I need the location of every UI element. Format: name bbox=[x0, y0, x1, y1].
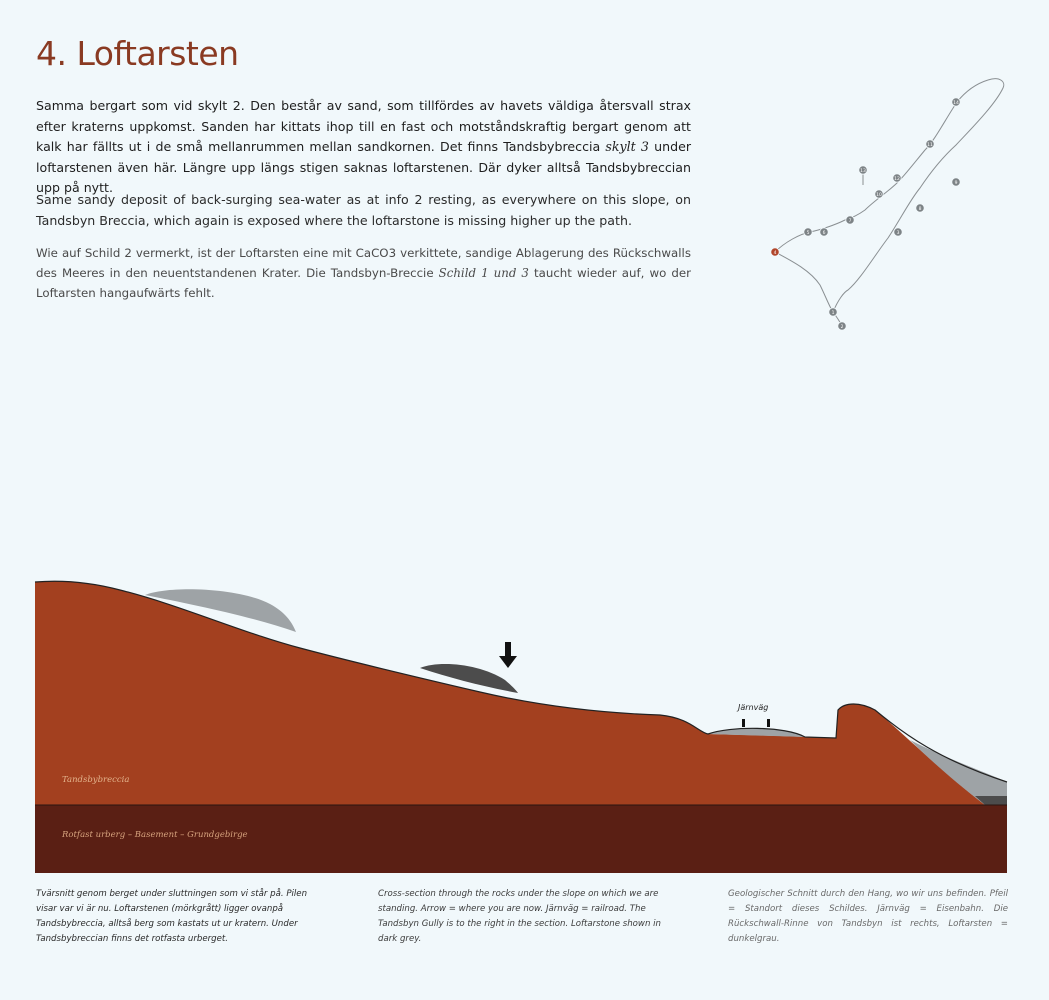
map-stop-7 bbox=[846, 216, 854, 224]
trail-map bbox=[760, 70, 1020, 370]
trail-path bbox=[775, 79, 1004, 326]
svg-text:14: 14 bbox=[953, 101, 959, 106]
svg-text:4: 4 bbox=[773, 251, 777, 256]
map-stop-12 bbox=[893, 174, 901, 182]
swedish-text-2: under loftarstenen även här. Längre upp längs stigen saknas loftarstenen. Där dyker alltså Tandsbybreccian upp på nytt. bbox=[36, 139, 691, 195]
basement-label: Rotfast urberg – Basement – Grundgebirge bbox=[62, 830, 248, 840]
map-stop-2 bbox=[838, 322, 846, 330]
svg-text:6: 6 bbox=[822, 231, 826, 236]
map-stop-10 bbox=[875, 190, 883, 198]
svg-text:7: 7 bbox=[848, 219, 852, 224]
you-are-here-arrow-icon bbox=[499, 642, 517, 668]
sign-title: 4. Loftarsten bbox=[36, 34, 239, 73]
breccia-layer bbox=[35, 581, 985, 805]
svg-text:1: 1 bbox=[831, 311, 835, 316]
swedish-paragraph bbox=[36, 96, 691, 199]
svg-text:8: 8 bbox=[918, 207, 922, 212]
svg-text:2: 2 bbox=[840, 325, 844, 330]
german-text-2: taucht wieder auf, wo der Loftarsten hangaufwärts fehlt. bbox=[36, 266, 691, 300]
breccia-label: Tandsbybreccia bbox=[62, 775, 130, 785]
map-stop-13 bbox=[859, 166, 867, 174]
railway-rails-icon bbox=[742, 719, 770, 727]
german-caption: Geologischer Schnitt durch den Hang, wo wir uns befinden. Pfeil = Standort dieses Schildes. Järnväg = Eisenbahn. Die Rückschwall-Rinne von Tandsbyn ist rechts, Loftarsten = dunkelgrau. bbox=[728, 889, 1008, 944]
map-stop-8 bbox=[916, 204, 924, 212]
map-stop-6 bbox=[820, 228, 828, 236]
railway-label: Järnväg bbox=[738, 703, 769, 712]
svg-text:3: 3 bbox=[896, 231, 900, 236]
german-text-1: Wie auf Schild 2 vermerkt, ist der Loftarsten eine mit CaCO3 verkittete, sandige Ablagerung des Rückschwalls des Meeres in den neuentstandenen Krater. Die Tandsbyn-Breccie bbox=[36, 246, 691, 280]
map-stop-9 bbox=[952, 178, 960, 186]
svg-text:5: 5 bbox=[806, 231, 810, 236]
english-paragraph: Same sandy deposit of back-surging sea-water as at info 2 resting, as everywhere on this slope, on Tandsbyn Breccia, which again is exposed where the loftarstone is missing higher up the path. bbox=[36, 192, 691, 228]
english-caption: Cross-section through the rocks under the slope on which we are standing. Arrow = where you are now. Järnväg = railroad. The Tandsbyn Gully is to the right in the section. Loftarstone shown in dark grey. bbox=[378, 889, 661, 944]
map-stop-5 bbox=[804, 228, 812, 236]
swedish-caption: Tvärsnitt genom berget under sluttningen som vi står på. Pilen visar var vi är nu. Loftarstenen (mörkgrått) ligger ovanpå Tandsbybreccia, alltså berg som kastats ut ur kratern. Under Tandsbybreccian finns det rotfasta urberget. bbox=[36, 889, 308, 944]
svg-text:12: 12 bbox=[894, 177, 900, 182]
svg-text:13: 13 bbox=[860, 169, 866, 174]
map-stop-3 bbox=[894, 228, 902, 236]
map-stop-1 bbox=[829, 308, 837, 316]
german-paragraph bbox=[36, 243, 691, 303]
map-stop-4 bbox=[771, 248, 779, 256]
map-stop-11 bbox=[926, 140, 934, 148]
svg-text:10: 10 bbox=[876, 193, 882, 198]
svg-text:11: 11 bbox=[927, 143, 933, 148]
swedish-sign-reference: skylt 3 bbox=[605, 139, 649, 154]
map-stop-14 bbox=[952, 98, 960, 106]
svg-text:9: 9 bbox=[954, 181, 958, 186]
german-sign-reference: Schild 1 und 3 bbox=[438, 266, 529, 280]
swedish-text-1: Samma bergart som vid skylt 2. Den består av sand, som tillfördes av havets väldiga återsvall strax efter kraterns uppkomst. Sanden har kittats ihop till en fast och motståndskraftig bergart genom att kalk har fällts ut i de små mellanrummen mellan sandkornen. Det finns Tandsbybreccia bbox=[36, 98, 691, 154]
